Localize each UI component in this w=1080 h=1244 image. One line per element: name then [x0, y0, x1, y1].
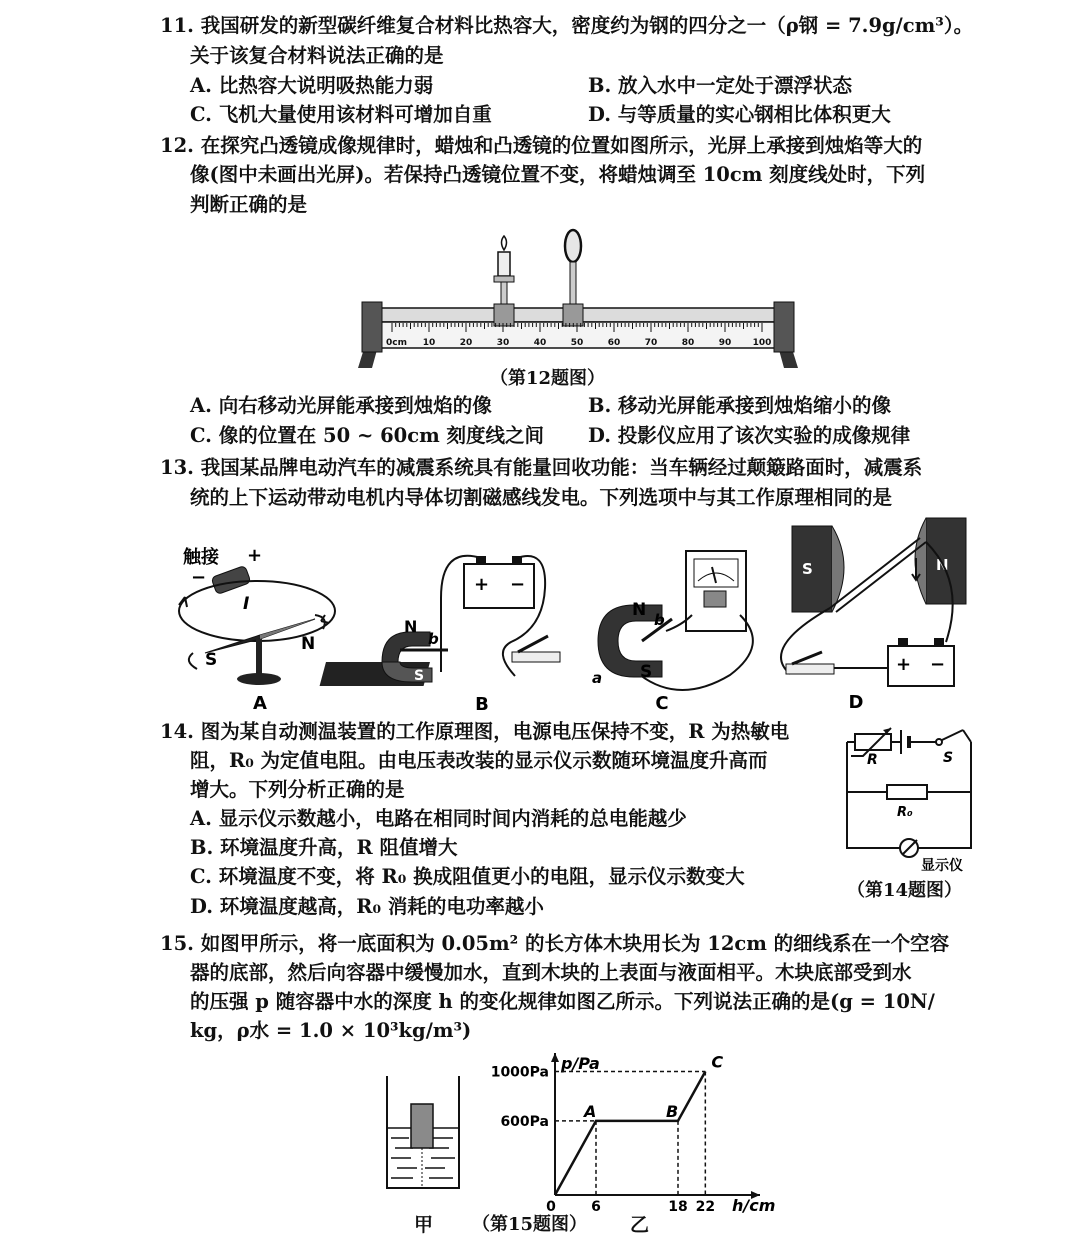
q14-option-b[interactable]: B. 环境温度升高，R 阻值增大	[190, 836, 458, 859]
q11-option-d[interactable]: D. 与等质量的实心钢相比体积更大	[588, 103, 891, 126]
circuit-r0-label: R₀	[897, 805, 913, 820]
q14-stem-line3: 增大。下列分析正确的是	[190, 778, 405, 801]
ruler-label-60: 60	[607, 338, 621, 348]
galvanometer-icon	[686, 551, 746, 631]
circuit-r-label: R	[867, 752, 878, 768]
q14-circuit-figure	[835, 718, 983, 878]
q15-stem-line3: 的压强 p 随容器中水的深度 h 的变化规律如图乙所示。下列说法正确的是(g = 10N/	[190, 990, 935, 1013]
x-tick-label: 0	[546, 1199, 556, 1215]
optical-bench-rail	[358, 302, 798, 368]
q14-option-c[interactable]: C. 环境温度不变，将 R₀ 换成阻值更小的电阻，显示仪示数变大	[190, 865, 745, 888]
q15-stem-line1: 15. 如图甲所示，将一底面积为 0.05m² 的长方体木块用长为 12cm 的细线系在一个空容	[160, 932, 950, 955]
fig-b-label: B	[475, 694, 489, 715]
q12-stem-line3: 判断正确的是	[190, 193, 308, 216]
fig-b-south: S	[414, 668, 425, 684]
q11-option-a[interactable]: A. 比热容大说明吸热能力弱	[190, 74, 434, 97]
switch-icon	[936, 730, 963, 745]
q15-stem-line2: 器的底部，然后向容器中缓慢加水，直到木块的上表面与液面相平。木块底部受到水	[190, 961, 912, 984]
q13-figure-c[interactable]	[582, 545, 782, 713]
y-tick-label: 1000Pa	[490, 1064, 549, 1081]
y-axis-arrow	[551, 1053, 559, 1062]
fig-a-touch-label: 触接	[183, 547, 219, 568]
q14-stem-line1: 14. 图为某自动测温装置的工作原理图，电源电压保持不变，R 为热敏电	[160, 720, 790, 743]
pressure-depth-chart	[480, 1045, 780, 1215]
q12-option-d[interactable]: D. 投影仪应用了该次实验的成像规律	[588, 424, 911, 447]
fig-d-minus: −	[930, 654, 946, 675]
fig-d-plus: +	[896, 654, 912, 675]
point-label-b: B	[666, 1101, 679, 1121]
battery-symbol-icon	[901, 730, 909, 754]
q12-option-c[interactable]: C. 像的位置在 50 ~ 60cm 刻度线之间	[190, 424, 545, 447]
ruler-label-90: 90	[718, 338, 732, 348]
fig-c-b: b	[654, 611, 665, 629]
ruler-label-40: 40	[533, 338, 547, 348]
magnet-icon	[598, 605, 662, 677]
circuit-s-label: S	[943, 750, 954, 766]
ruler-label-70: 70	[644, 338, 658, 348]
fig-c-label: C	[655, 693, 669, 714]
wood-block-icon	[411, 1104, 433, 1148]
label-yi: 乙	[630, 1214, 650, 1236]
magnet-south-icon	[792, 526, 844, 612]
x-tick-label: 22	[695, 1199, 716, 1215]
optical-bench-figure	[348, 228, 808, 376]
ruler-label-80: 80	[681, 338, 695, 348]
q13-stem-line2: 统的上下运动带动电机内导体切割磁感线发电。下列选项中与其工作原理相同的是	[190, 486, 893, 509]
q13-figure-d[interactable]	[770, 512, 980, 712]
fig-c-south: S	[640, 662, 653, 682]
q14-option-a[interactable]: A. 显示仪示数越小，电路在相同时间内消耗的总电能越少	[190, 807, 687, 830]
fixed-resistor-icon	[887, 785, 927, 799]
fig-a-label: A	[253, 693, 267, 714]
fig-a-plus: +	[247, 545, 263, 566]
q14-caption: （第14题图）	[847, 880, 963, 901]
q15-caption: （第15题图）	[472, 1214, 588, 1235]
ruler-label-0: 0cm	[386, 338, 407, 348]
switch-icon	[786, 652, 834, 674]
q13-figure-a[interactable]	[165, 535, 355, 713]
q12-option-a[interactable]: A. 向右移动光屏能承接到烛焰的像	[190, 394, 492, 417]
q13-figure-b[interactable]	[352, 550, 577, 714]
convex-lens-icon	[565, 230, 581, 308]
fig-d-label: D	[848, 692, 864, 713]
fig-c-north: N	[632, 600, 647, 620]
y-axis-label: p/Pa	[561, 1054, 600, 1073]
fig-b-plus: +	[474, 574, 490, 595]
circuit-meter-label: 显示仪	[921, 858, 963, 874]
fig-a-south: S	[205, 650, 218, 670]
display-meter-icon	[900, 839, 918, 857]
x-axis-label: h/cm	[732, 1196, 776, 1215]
x-tick-label: 18	[668, 1199, 688, 1215]
fig-d-south: S	[802, 560, 813, 578]
series-line	[555, 1072, 705, 1195]
q13-stem-line1: 13. 我国某品牌电动汽车的减震系统具有能量回收功能：当车辆经过颠簸路面时，减震系	[160, 456, 923, 479]
q11-option-c[interactable]: C. 飞机大量使用该材料可增加自重	[190, 103, 492, 126]
q15-stem-line4: kg，ρ水 = 1.0 × 10³kg/m³)	[190, 1019, 472, 1042]
fig-a-current-label: I	[243, 594, 250, 614]
q14-option-d[interactable]: D. 环境温度越高，R₀ 消耗的电功率越小	[190, 895, 544, 918]
q12-stem-line1: 12. 在探究凸透镜成像规律时，蜡烛和凸透镜的位置如图所示，光屏上承接到烛焰等大的	[160, 134, 923, 157]
ruler-label-50: 50	[570, 338, 584, 348]
ruler-label-30: 30	[496, 338, 510, 348]
q11-option-b[interactable]: B. 放入水中一定处于漂浮状态	[588, 74, 853, 97]
fig-b-b: b	[428, 630, 439, 648]
point-label-a: A	[584, 1101, 597, 1121]
q12-caption: （第12题图）	[490, 368, 606, 389]
fig-c-a: a	[592, 669, 603, 687]
fig-d-north: N	[936, 556, 949, 574]
switch-icon	[512, 636, 560, 662]
compass-needle-icon	[205, 619, 315, 685]
q14-stem-line2: 阻，R₀ 为定值电阻。由电压表改装的显示仪示数随环境温度升高而	[190, 749, 768, 772]
x-tick-label: 6	[591, 1199, 601, 1215]
ruler-label-20: 20	[459, 338, 473, 348]
fig-b-minus: −	[510, 574, 526, 595]
fig-a-north: N	[301, 634, 316, 654]
fig-b-north: N	[404, 617, 418, 636]
q11-stem-line1: 11. 我国研发的新型碳纤维复合材料比热容大，密度约为钢的四分之一（ρ钢 = 7.9g/cm³）。	[160, 14, 974, 37]
fig-a-minus: −	[191, 567, 207, 588]
container-figure-jia	[383, 1072, 463, 1194]
y-tick-label: 600Pa	[500, 1113, 549, 1130]
point-label-c: C	[711, 1052, 724, 1072]
q11-stem-line2: 关于该复合材料说法正确的是	[190, 44, 444, 67]
battery-icon	[211, 565, 251, 594]
q12-stem-line2: 像(图中未画出光屏)。若保持凸透镜位置不变，将蜡烛调至 10cm 刻度线处时，下列	[190, 163, 926, 186]
q12-option-b[interactable]: B. 移动光屏能承接到烛焰缩小的像	[588, 394, 892, 417]
label-jia: 甲	[414, 1214, 434, 1236]
ruler-label-100: 100	[752, 338, 772, 348]
candle-icon	[494, 236, 514, 308]
ruler-label-10: 10	[422, 338, 436, 348]
